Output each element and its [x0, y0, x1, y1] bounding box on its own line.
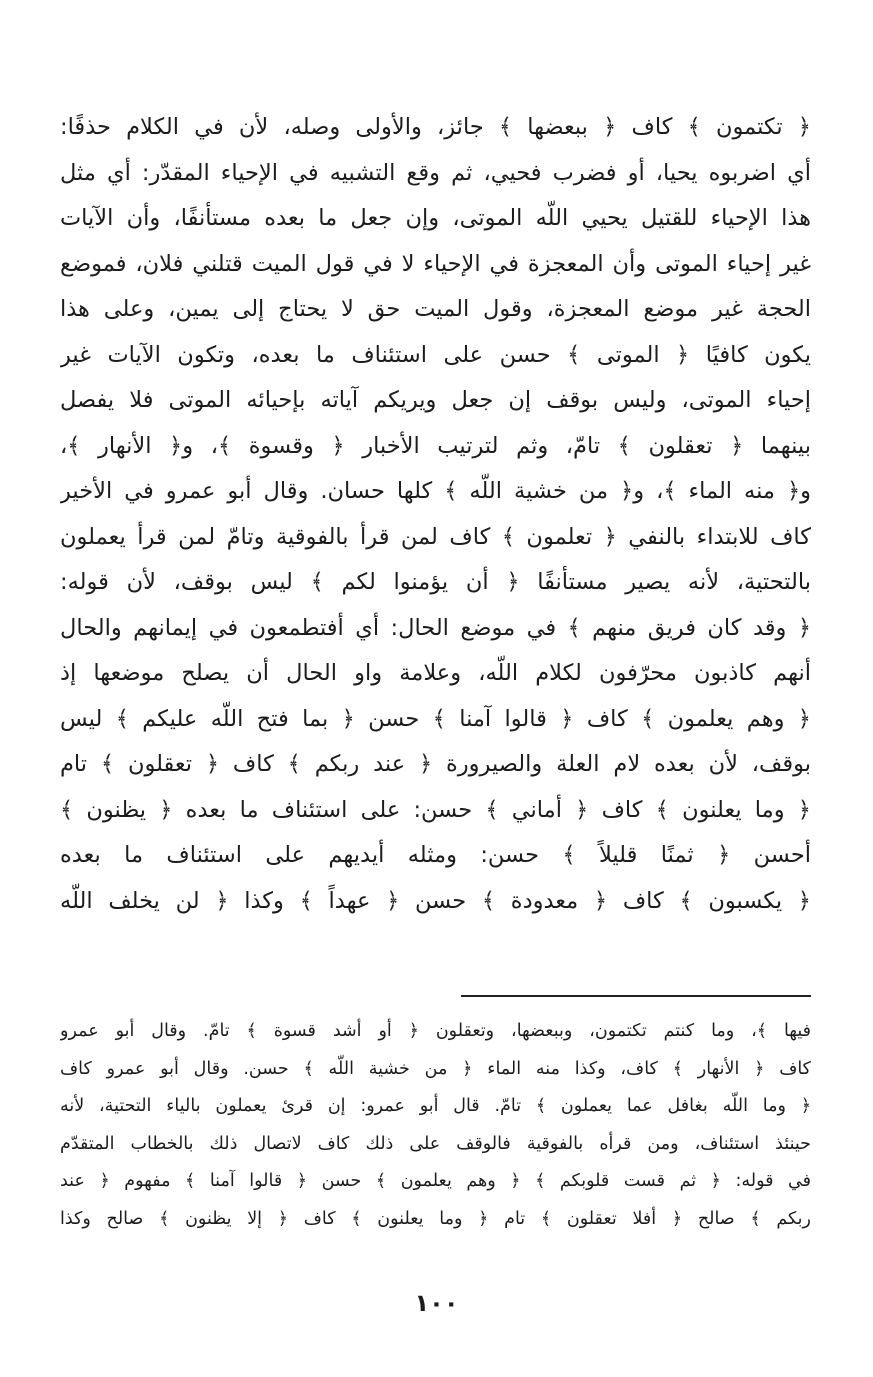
- main-text-line: ﴿ تكتمون ﴾ كاف ﴿ ببعضها ﴾ جائز، والأولى وصله، لأن في الكلام حذفًا:: [60, 114, 811, 140]
- main-text-line: بينهما ﴿ تعقلون ﴾ تامّ، وثم لترتيب الأخبار ﴿ وقسوة ﴾، و﴿ الأنهار ﴾،: [60, 432, 811, 459]
- main-text-line: بالتحتية، لأنه يصير مستأنفًا ﴿ أن يؤمنوا لكم ﴾ ليس بوقف، لأن قوله:: [60, 569, 811, 595]
- main-text-block: [60, 105, 811, 924]
- footnote-block: [60, 1013, 811, 1238]
- footnote-line: في قوله: ﴿ ثم قست قلوبكم ﴾ ﴿ وهم يعلمون ﴾ حسن ﴿ قالوا آمنا ﴾ مفهوم ﴿ عند: [60, 1171, 811, 1191]
- main-text-line: غير إحياء الموتى وأن المعجزة في الإحياء لا في قول الميت قتلني فلان، فموضع: [60, 250, 811, 277]
- main-text-line: إحياء الموتى، وليس بوقف إن جعل ويريكم آياته بإحيائه الموتى فلا يفصل: [60, 387, 811, 413]
- footnote-divider: [461, 995, 811, 997]
- main-text-line: أحسن ﴿ ثمنًا قليلاً ﴾ حسن: ومثله أيديهم على استئناف ما بعده: [60, 842, 811, 868]
- footnote-line: ﴿ وما اللّه بغافل عما يعملون ﴾ تامّ. قال أبو عمرو: إن قرئ يعملون بالياء التحتية، لأنه: [60, 1096, 811, 1116]
- main-text-line: ﴿ يكسبون ﴾ كاف ﴿ معدودة ﴾ حسن ﴿ عهداً ﴾ وكذا ﴿ لن يخلف اللّه: [60, 887, 811, 914]
- main-text-line: الحجة غير موضع المعجزة، وقول الميت حق لا يحتاج إلى يمين، وعلى هذا: [60, 296, 811, 322]
- main-text-line: بوقف، لأن بعده لام العلة والصيرورة ﴿ عند ربكم ﴾ كاف ﴿ تعقلون ﴾ تام: [60, 751, 811, 777]
- main-text-line: أي اضربوه يحيا، أو فضرب فحيي، ثم وقع التشبيه في الإحياء المقدّر: أي مثل: [60, 159, 811, 186]
- footnote-line: ربكم ﴾ صالح ﴿ أفلا تعقلون ﴾ تام ﴿ وما يعلنون ﴾ كاف ﴿ إلا يظنون ﴾ صالح وكذا: [60, 1208, 811, 1229]
- main-text-line: ﴿ وقد كان فريق منهم ﴾ في موضع الحال: أي أفتطمعون في إيمانهم والحال: [60, 614, 811, 641]
- main-text-line: ﴿ وهم يعلمون ﴾ كاف ﴿ قالوا آمنا ﴾ حسن ﴿ بما فتح اللّه عليكم ﴾ ليس: [60, 705, 811, 732]
- main-text-line: هذا الإحياء للقتيل يحيي اللّه الموتى، وإن جعل ما بعده مستأنفًا، وأن الآيات: [60, 205, 811, 231]
- footnote-line: فيها ﴾، وما كنتم تكتمون، وببعضها، وتعقلون ﴿ أو أشد قسوة ﴾ تامّ. وقال أبو عمرو: [60, 1021, 811, 1041]
- main-text-line: أنهم كاذبون محرّفون لكلام اللّه، وعلامة واو الحال أن يصلح موضعها إذ: [60, 660, 811, 686]
- main-text-line: و﴿ منه الماء ﴾، و﴿ من خشية اللّه ﴾ كلها حسان. وقال أبو عمرو في الأخير: [60, 478, 811, 504]
- footnote-line: حينئذ استئناف، ومن قرأه بالفوقية فالوقف على ذلك كاف لاتصال ذلك بالخطاب المتقدّم: [60, 1133, 811, 1154]
- main-text-line: ﴿ وما يعلنون ﴾ كاف ﴿ أماني ﴾ حسن: على استئناف ما بعده ﴿ يظنون ﴾: [60, 796, 811, 823]
- footnote-line: كاف ﴿ الأنهار ﴾ كاف، وكذا منه الماء ﴿ من خشية اللّه ﴾ حسن. وقال أبو عمرو كاف: [60, 1058, 811, 1079]
- main-text-line: كاف للابتداء بالنفي ﴿ تعلمون ﴾ كاف لمن قرأ بالفوقية وتامّ لمن قرأ يعملون: [60, 523, 811, 550]
- page-number: ١٠٠: [414, 1289, 459, 1317]
- main-text-line: يكون كافيًا ﴿ الموتى ﴾ حسن على استئناف ما بعده، وتكون الآيات غير: [60, 341, 811, 368]
